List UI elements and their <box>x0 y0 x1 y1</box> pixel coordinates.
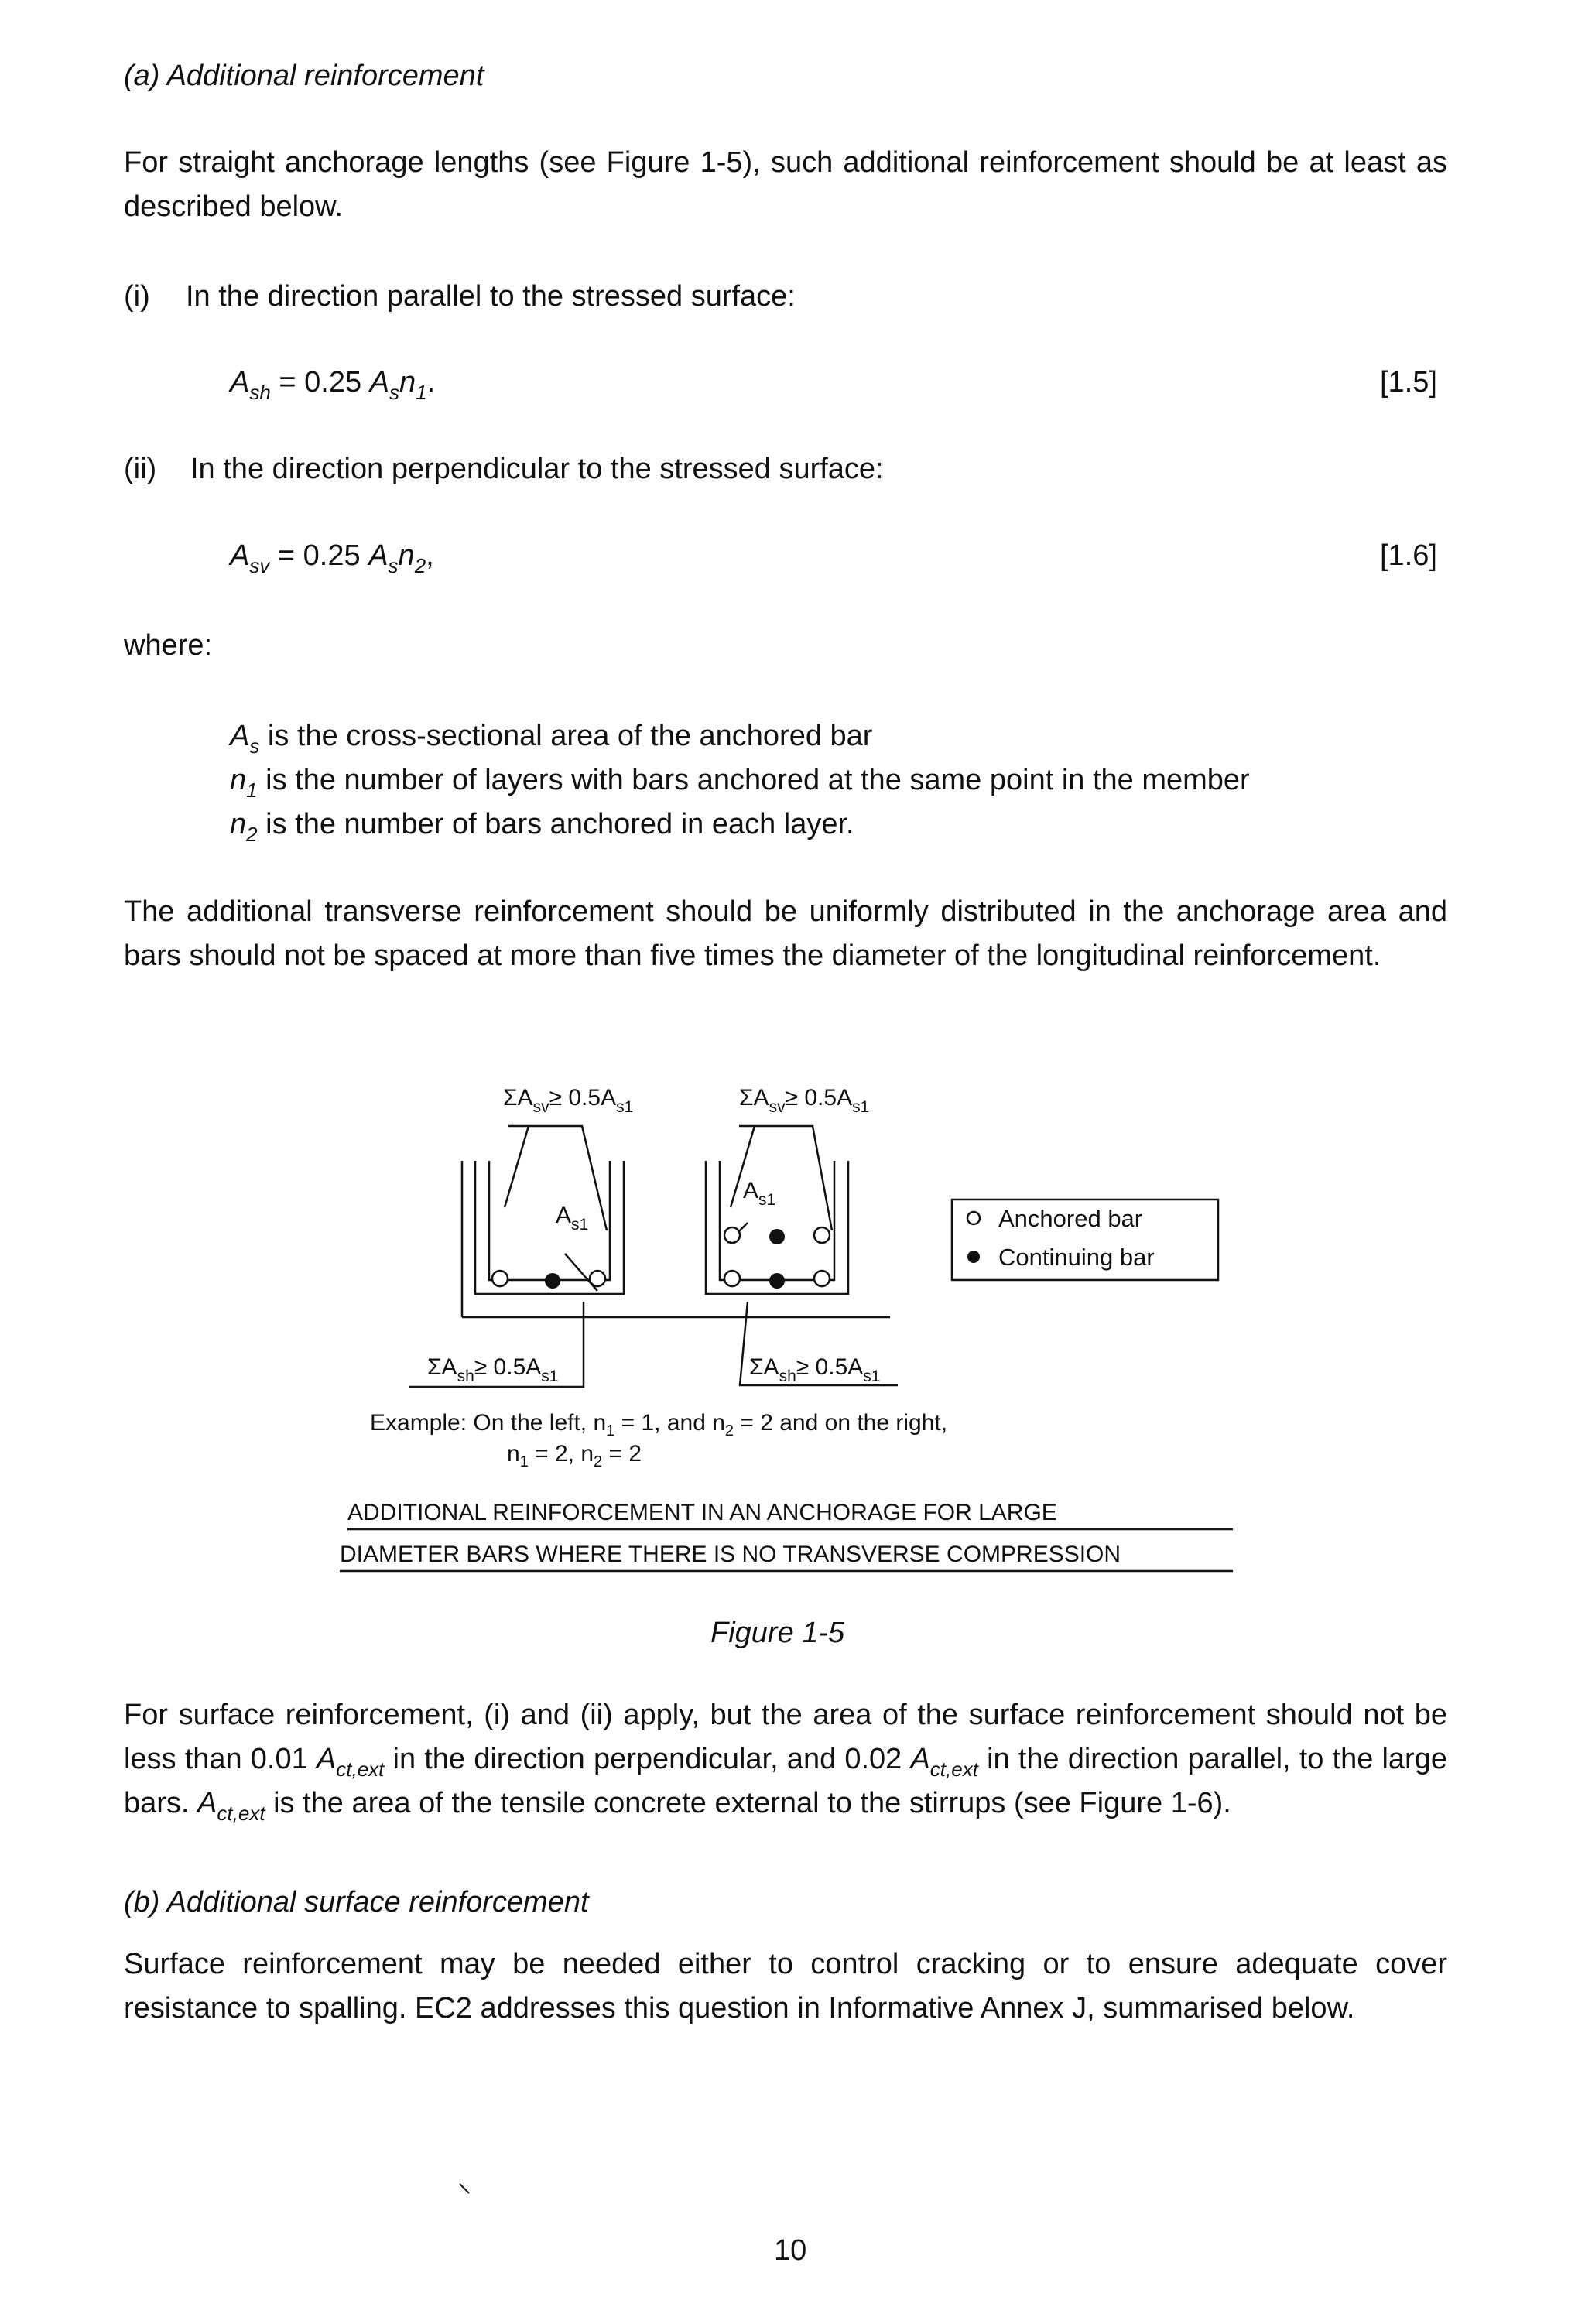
continuing-bar-right-1 <box>769 1229 785 1244</box>
paragraph-surface-reinforcement: For surface reinforcement, (i) and (ii) apply, but the area of the surface reinforcement should not be less than 0.01 $A_{ct,ext}$ in the direction perpendicular, and 0.02 $A_{ct,ext}$ in the direction parallel, to the large bars. $A_{ct,ext}$ is the area of the tensile concrete external to the stirrups (see Figure 1-6). <box>124 1699 1447 1825</box>
anchored-bar-right-4 <box>814 1271 830 1286</box>
paragraph-transverse: The additional transverse reinforcement should be uniformly distributed in the anchorage area and bars should not be spaced at more than five times the diameter of the longitudinal reinforcement. <box>124 895 1447 972</box>
anchored-bar-right-2 <box>814 1227 830 1243</box>
caption-line-1: ADDITIONAL REINFORCEMENT IN AN ANCHORAGE FOR LARGE <box>347 1500 1057 1525</box>
item-i-marker: (i) <box>124 280 150 313</box>
equation-1-5: $A_{sh} = 0.25$ $A_sn_1$. <box>230 366 436 404</box>
example-line-1: Example: On the left, $n_1 = 1$, and $n_2 = 2$ and on the right, <box>370 1410 948 1439</box>
legend-continuing-marker <box>967 1251 980 1263</box>
label-sv-right: $\Sigma A_{sv}\ge 0.5A_{s1}$ <box>739 1085 870 1116</box>
where-label: where: <box>124 629 213 662</box>
legend-anchored-marker <box>967 1212 980 1224</box>
label-as1-right: $A_{s1}$ <box>743 1178 776 1209</box>
paragraph-intro: For straight anchorage lengths (see Figure 1-5), such additional reinforcement should be at least as described below. <box>124 146 1447 223</box>
item-ii-text: In the direction perpendicular to the stressed surface: <box>190 453 884 485</box>
continuing-bar-left <box>545 1273 560 1289</box>
equation-number-1-5: [1.5] <box>1380 366 1437 399</box>
definition-n1: $n_1$ is the number of layers with bars anchored at the same point in the member <box>230 764 1250 802</box>
section-a-heading: (a) Additional reinforcement <box>124 60 484 92</box>
equation-1-6: $A_{sv} = 0.25$ $A_sn_2$, <box>230 539 434 577</box>
page-number: 10 <box>774 2234 807 2267</box>
anchored-bar-left-1 <box>492 1271 508 1286</box>
legend-continuing-label: Continuing bar <box>998 1244 1155 1271</box>
section-b-heading: (b) Additional surface reinforcement <box>124 1886 589 1918</box>
equation-number-1-6: [1.6] <box>1380 539 1437 572</box>
definition-n2: $n_2$ is the number of bars anchored in each layer. <box>230 808 854 846</box>
right-stirrup <box>720 1161 834 1280</box>
continuing-bar-right-2 <box>769 1273 785 1289</box>
paragraph-surface-annex: Surface reinforcement may be needed either to control cracking or to ensure adequate cover resistance to spalling. EC2 addresses this question in Informative Annex J, summarised below. <box>124 1948 1447 2025</box>
stray-mark <box>457 2181 480 2204</box>
label-sv-left: $\Sigma A_{sv}\ge 0.5A_{s1}$ <box>503 1085 634 1116</box>
label-sh-right: $\Sigma A_{sh}\ge 0.5A_{s1}$ <box>749 1354 881 1385</box>
figure-label: Figure 1-5 <box>710 1617 845 1649</box>
legend-anchored-label: Anchored bar <box>998 1205 1143 1232</box>
anchored-bar-left-2 <box>590 1271 605 1286</box>
item-ii-marker: (ii) <box>124 453 157 485</box>
label-sh-left: $\Sigma A_{sh}\ge 0.5A_{s1}$ <box>427 1354 559 1385</box>
anchored-bar-right-1 <box>724 1227 740 1243</box>
anchored-bar-right-3 <box>724 1271 740 1286</box>
leader-sv-left-2 <box>505 1126 529 1207</box>
item-i-text: In the direction parallel to the stressed surface: <box>186 280 796 313</box>
definition-as: $A_s$ is the cross-sectional area of the anchored bar <box>230 720 873 758</box>
example-line-2: $n_1 = 2$, $n_2 = 2$ <box>507 1441 642 1470</box>
caption-line-2: DIAMETER BARS WHERE THERE IS NO TRANSVERSE COMPRESSION <box>340 1542 1121 1567</box>
label-as1-left: $A_{s1}$ <box>556 1203 589 1234</box>
left-stirrup <box>489 1161 610 1280</box>
